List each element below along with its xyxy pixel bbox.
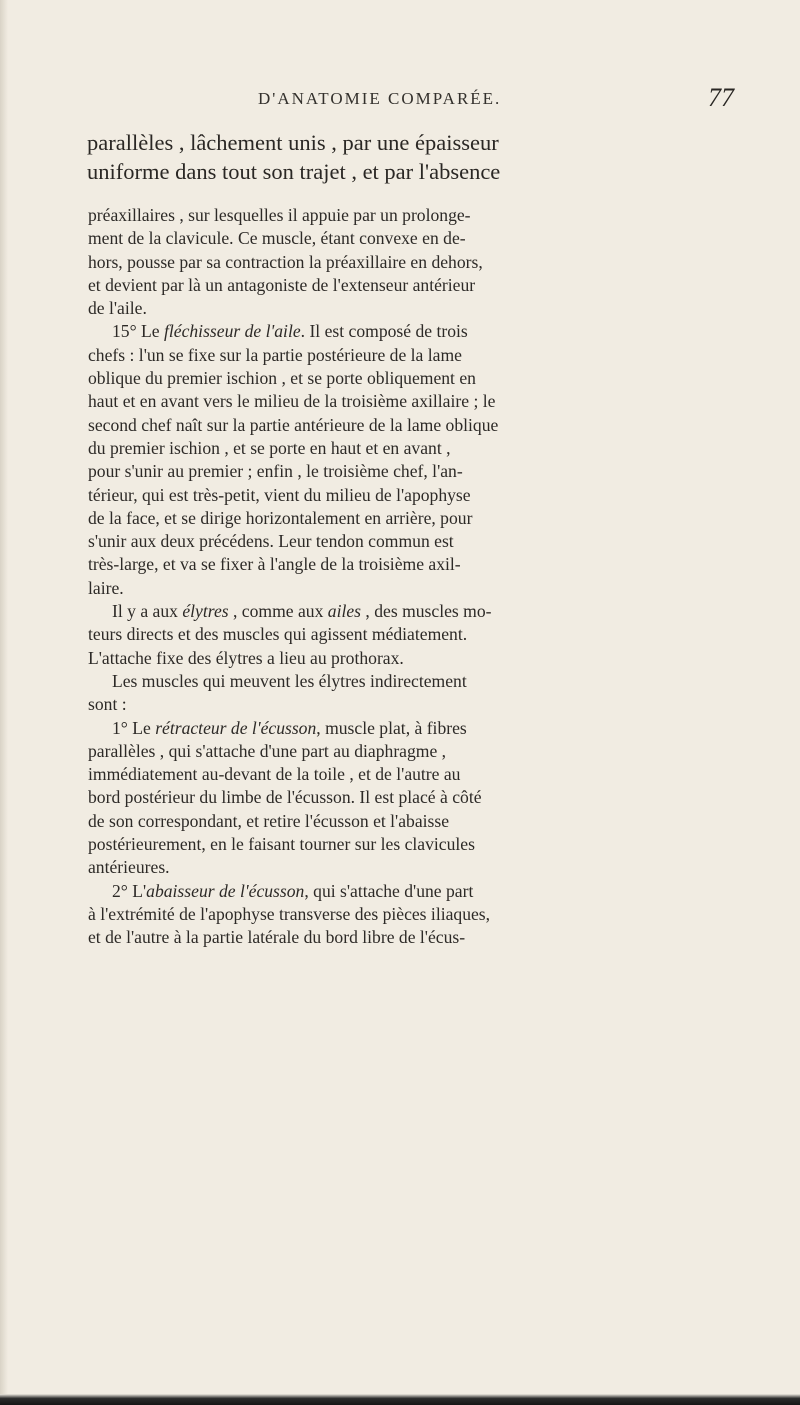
text-line [88,903,744,926]
text-line [88,623,744,646]
lead-line: parallèles , lâchement unis , par une épaisseur [87,130,499,155]
text-run: pour s'unir au premier ; enfin , le troisième chef, l'an- [88,461,463,482]
text-line [88,717,744,740]
text-line [88,833,744,856]
text-run: second chef naît sur la partie antérieure de la lame oblique [88,414,499,435]
text-run: . Il est composé de trois [300,321,468,342]
text-line [88,530,744,553]
text-run: immédiatement au-devant de la toile , et de l'autre au [88,764,461,785]
running-head [0,85,800,115]
text-line [88,810,744,833]
text-run: Les muscles qui meuvent les élytres indirectement [112,670,467,691]
text-run: et de l'autre à la partie latérale du bord libre de l'écus- [88,927,466,948]
text-line [88,880,744,903]
text-line [88,600,744,623]
text-line [88,926,744,949]
text-line [88,484,744,507]
text-line [88,344,744,367]
text-run: et devient par là un antagoniste de l'extenseur antérieur [88,274,476,295]
text-run: hors, pousse par sa contraction la préaxillaire en dehors, [88,251,483,272]
text-line [88,647,744,670]
text-run: 1° Le [112,717,156,738]
text-line [88,577,744,600]
text-line [88,297,744,320]
italic-term: abaisseur de l'écusson [146,880,305,901]
running-title: D'ANATOMIE COMPARÉE. [258,89,502,108]
text-run: , comme aux [228,601,328,622]
text-run: du premier ischion , et se porte en haut et en avant , [88,437,451,458]
text-line [88,740,744,763]
text-line [88,414,744,437]
italic-term: ailes [327,601,362,622]
text-line [88,390,744,413]
text-line [88,320,744,343]
text-run: Il y a aux [112,601,183,622]
text-run: 15° Le [112,321,164,342]
text-run: , muscle plat, à fibres [316,717,467,738]
body-text [88,204,744,950]
text-run: teurs directs et des muscles qui agissent médiatement. [88,624,468,645]
page-gutter-shadow [0,0,8,1405]
text-run: postérieurement, en le faisant tourner sur les clavicules [88,834,475,855]
text-line [88,553,744,576]
lead-line: uniforme dans tout son trajet , et par l'absence [87,159,501,184]
text-run: haut et en avant vers le milieu de la troisième axillaire ; le [88,391,496,412]
text-run: très-large, et va se fixer à l'angle de la troisième axil- [88,554,461,575]
text-line [88,204,744,227]
text-line [88,460,744,483]
text-run: chefs : l'un se fixe sur la partie postérieure de la lame [88,344,462,365]
text-line [88,367,744,390]
italic-term: élytres [182,601,229,622]
text-line [88,507,744,530]
text-run: ment de la clavicule. Ce muscle, étant convexe en de- [88,228,466,249]
italic-term: rétracteur de l'écusson [155,717,317,738]
lead-paragraph [87,128,747,186]
text-run: préaxillaires , sur lesquelles il appuie par un prolonge- [88,205,471,225]
text-run: bord postérieur du limbe de l'écusson. Il est placé à côté [88,787,482,808]
text-run: de son correspondant, et retire l'écusson et l'abaisse [88,810,450,831]
text-run: à l'extrémité de l'apophyse transverse des pièces iliaques, [88,903,491,924]
text-run: laire. [88,577,124,598]
text-line [88,437,744,460]
text-line [88,227,744,250]
text-run: , des muscles mo- [361,601,492,622]
text-run: , qui s'attache d'une part [304,880,474,901]
text-line [88,693,744,716]
bottom-edge-band [0,1394,800,1405]
text-run: antérieures. [88,857,170,878]
text-run: oblique du premier ischion , et se porte obliquement en [88,368,476,389]
text-line [88,670,744,693]
text-run: L'attache fixe des élytres a lieu au prothorax. [88,647,404,668]
text-line [88,274,744,297]
page-number: 77 [708,83,734,112]
text-line [88,786,744,809]
italic-term: fléchisseur de l'aile [163,321,301,342]
text-run: s'unir aux deux précédens. Leur tendon commun est [88,531,454,552]
text-run: sont : [88,694,127,715]
text-line [88,251,744,274]
text-run: térieur, qui est très-petit, vient du milieu de l'apophyse [88,484,471,505]
text-run: parallèles , qui s'attache d'une part au diaphragme , [88,740,447,761]
text-run: 2° L' [112,880,147,901]
text-run: de l'aile. [88,298,147,319]
text-line [88,856,744,879]
text-line [88,763,744,786]
text-run: de la face, et se dirige horizontalement en arrière, pour [88,507,473,528]
